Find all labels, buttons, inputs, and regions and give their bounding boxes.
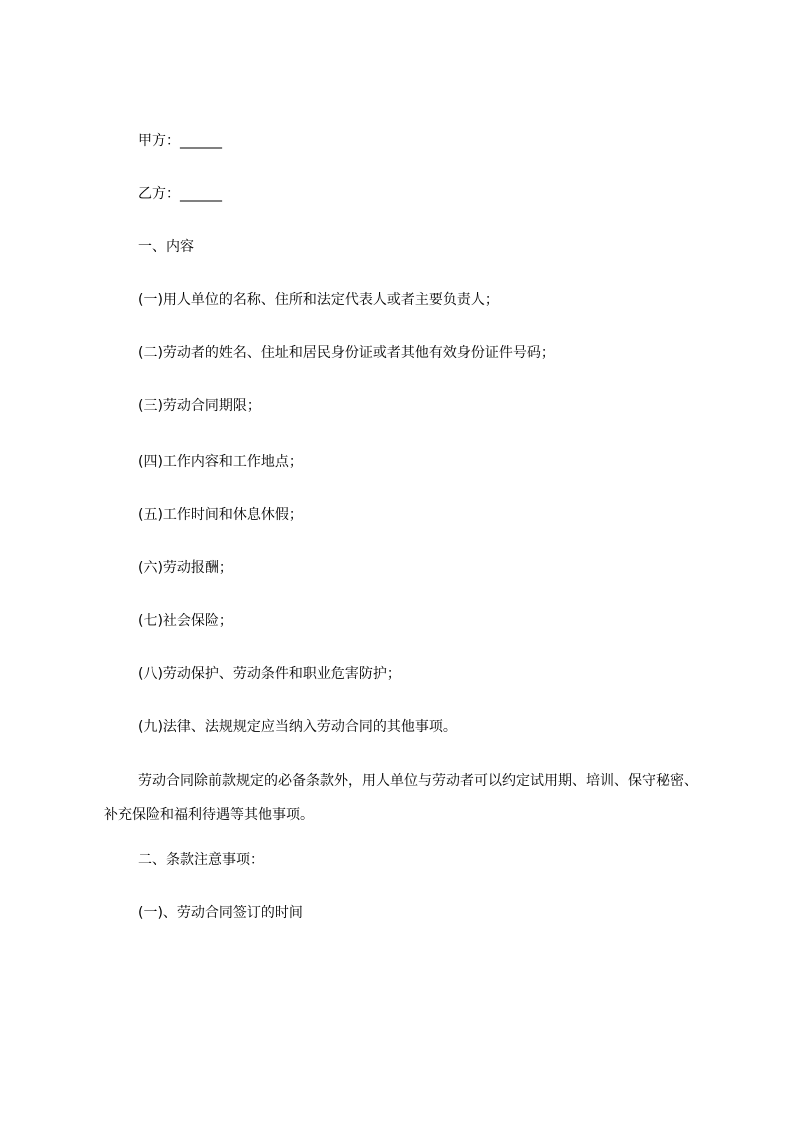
party-a-line: 甲方：______ [138, 133, 222, 149]
list-item: (五)工作时间和休息休假； [138, 507, 303, 523]
list-item: (三)劳动合同期限； [138, 398, 261, 414]
list-item: (四)工作内容和工作地点； [138, 454, 303, 470]
section-heading-notes: 二、条款注意事项： [138, 852, 264, 868]
list-item: (一)、劳动合同签订的时间 [138, 905, 303, 921]
list-item: (九)法律、法规规定应当纳入劳动合同的其他事项。 [138, 719, 457, 735]
list-item: (一)用人单位的名称、住所和法定代表人或者主要负责人； [138, 292, 499, 308]
section-heading-content: 一、内容 [138, 239, 194, 255]
list-item: (二)劳动者的姓名、住址和居民身份证或者其他有效身份证件号码； [138, 345, 555, 361]
body-paragraph: 劳动合同除前款规定的必备条款外，用人单位与劳动者可以约定试用期、培训、保守秘密、补充保险和福利待遇等其他事项。 [104, 773, 698, 823]
party-b-line: 乙方：______ [138, 186, 222, 202]
list-item: (六)劳动报酬； [138, 560, 233, 576]
list-item: (八)劳动保护、劳动条件和职业危害防护； [138, 666, 401, 682]
list-item: (七)社会保险； [138, 613, 233, 629]
